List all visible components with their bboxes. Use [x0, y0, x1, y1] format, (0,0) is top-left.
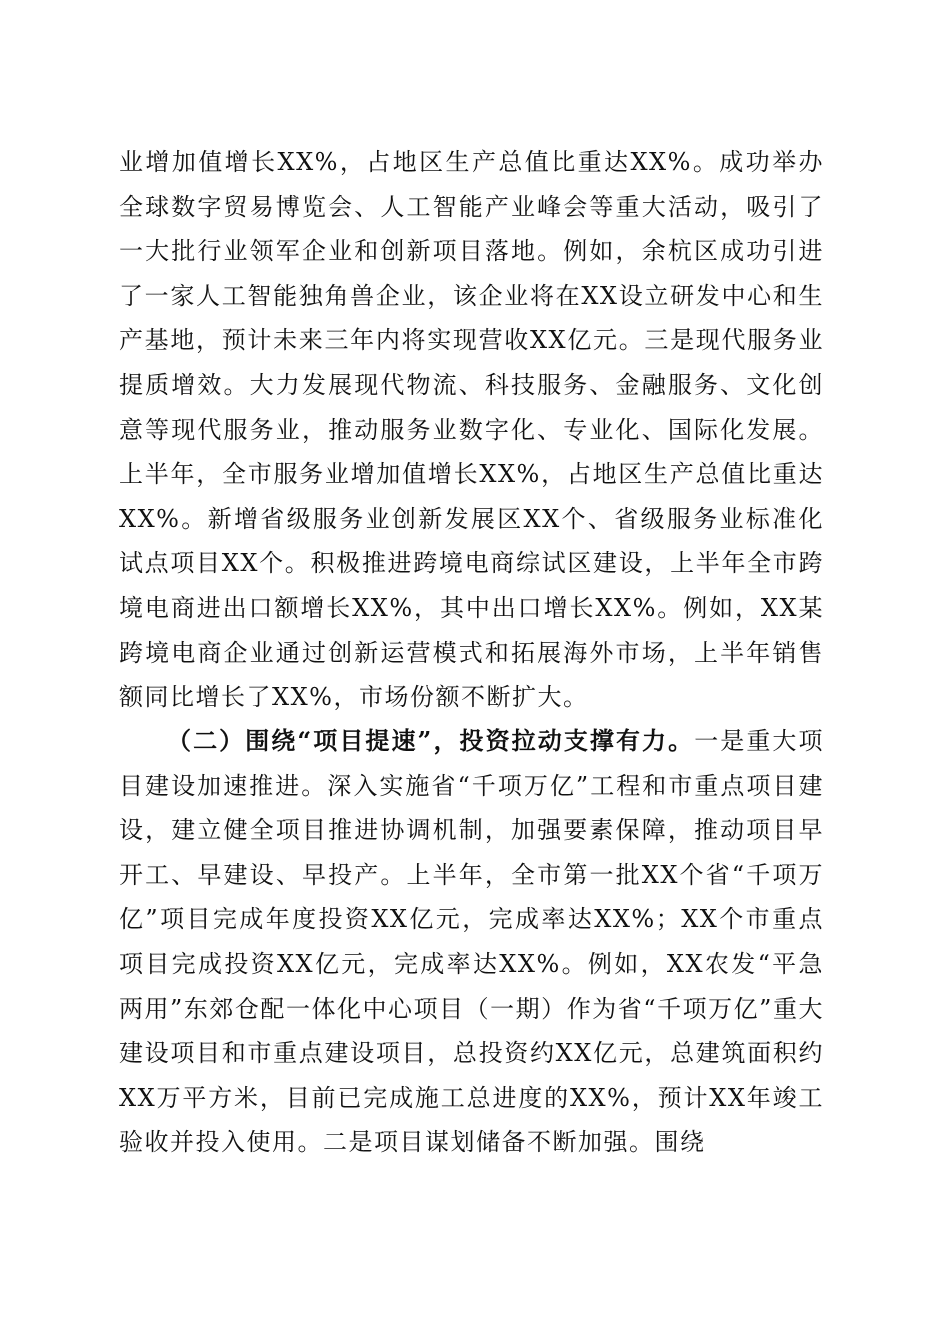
paragraph-project-investment: [119, 719, 824, 1165]
section-heading-inline: （二）围绕“项目提速”，投资拉动支撑有力。: [167, 726, 695, 755]
paragraph-service-industry: 业增加值增长XX%，占地区生产总值比重达XX%。成功举办全球数字贸易博览会、人工智能产业峰会等重大活动，吸引了一大批行业领军企业和创新项目落地。例如，余杭区成功引进了一家人工智能独角兽企业，该企业将在XX设立研发中心和生产基地，预计未来三年内将实现营收XX亿元。三是现代服务业提质增效。大力发展现代物流、科技服务、金融服务、文化创意等现代服务业，推动服务业数字化、专业化、国际化发展。上半年，全市服务业增加值增长XX%，占地区生产总值比重达XX%。新增省级服务业创新发展区XX个、省级服务业标准化试点项目XX个。积极推进跨境电商综试区建设，上半年全市跨境电商进出口额增长XX%，其中出口增长XX%。例如，XX某跨境电商企业通过创新运营模式和拓展海外市场，上半年销售额同比增长了XX%，市场份额不断扩大。: [119, 148, 824, 712]
paragraph-body-text: 一是重大项目建设加速推进。深入实施省“千项万亿”工程和市重点项目建设，建立健全项目推进协调机制，加强要素保障，推动项目早开工、早建设、早投产。上半年，全市第一批XX个省“千项万亿”项目完成年度投资XX亿元，完成率达XX%；XX个市重点项目完成投资XX亿元，完成率达XX%。例如，XX农发“平急两用”东郊仓配一体化中心项目（一期）作为省“千项万亿”重大建设项目和市重点建设项目，总投资约XX亿元，总建筑面积约XX万平方米，目前已完成施工总进度的XX%，预计XX年竣工验收并投入使用。二是项目谋划储备不断加强。围绕: [119, 727, 825, 1157]
